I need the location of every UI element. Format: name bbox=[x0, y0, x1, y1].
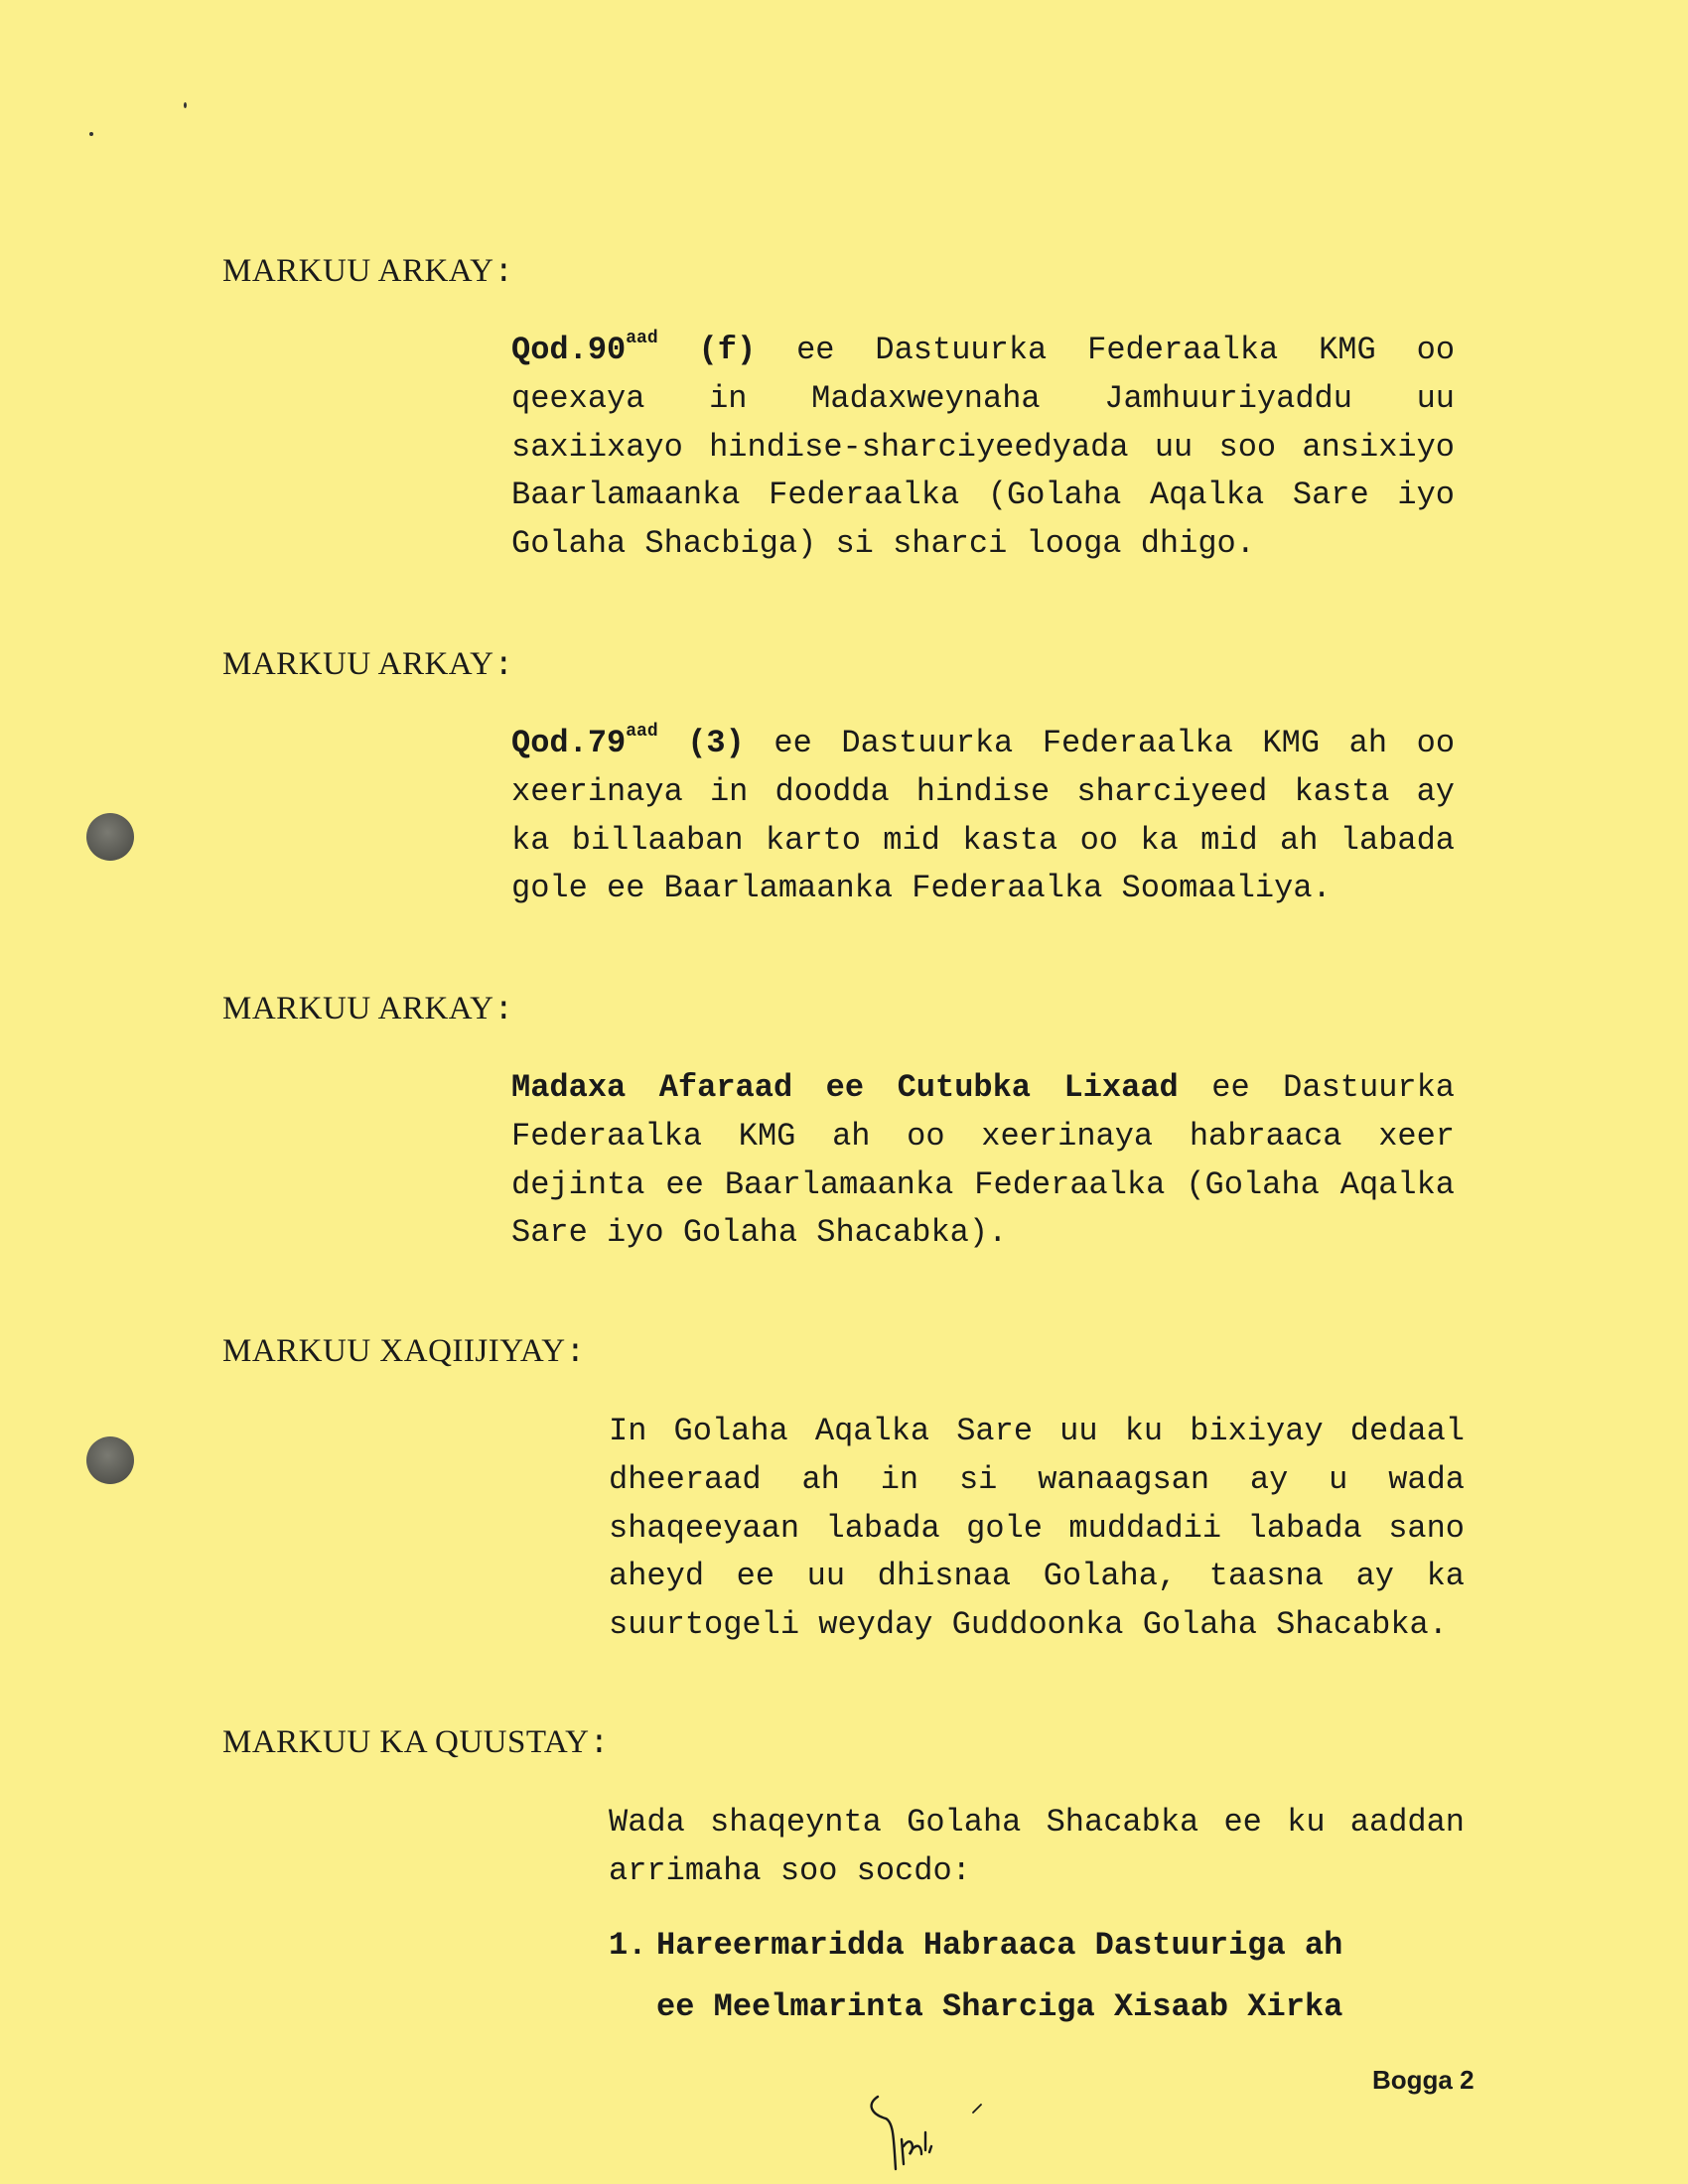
list-item: 1. Hareermaridda Habraaca Dastuuriga ah ee Meelmarinta Sharciga Xisaab Xirka bbox=[609, 1927, 1343, 2025]
scan-speck bbox=[184, 102, 187, 108]
punch-hole bbox=[86, 1436, 134, 1484]
signature bbox=[864, 2085, 993, 2184]
section-heading: MARKUU XAQIIJIYAY: bbox=[222, 1333, 586, 1371]
section-paragraph: Madaxa Afaraad ee Cutubka Lixaad ee Dastuurka Federaalka KMG ah oo xeerinaya habraaca xeer dejinta ee Baarlamaanka Federaalka (Golaha Aqalka Sare iyo Golaha Shacabka). bbox=[511, 1069, 1456, 1252]
article-reference: Qod.79$^{aad}$ (3) bbox=[511, 722, 745, 761]
page-number: Bogga 2 bbox=[1372, 2065, 1475, 2095]
scan-speck bbox=[89, 132, 93, 136]
section-heading: MARKUU ARKAY: bbox=[222, 646, 514, 684]
section-heading: MARKUU ARKAY: bbox=[222, 253, 514, 291]
punch-hole bbox=[86, 813, 134, 861]
section-heading: MARKUU KA QUUSTAY: bbox=[222, 1724, 610, 1762]
section-paragraph: Qod.79$^{aad}$ (3) ee Dastuurka Federaalka KMG ah oo xeerinaya in doodda hindise sharciyeed kasta ay ka billaaban karto mid kasta oo ka mid ah labada gole ee Baarlamaanka Federaalka Soomaaliya. bbox=[511, 722, 1456, 907]
chapter-reference: Madaxa Afaraad ee Cutubka Lixaad bbox=[511, 1069, 1179, 1106]
section-paragraph: In Golaha Aqalka Sare uu ku bixiyay dedaal dheeraad ah in si wanaagsan ay u wada shaqeeyaan labada gole muddadii labada sano aheyd ee uu dhisnaa Golaha, taasna ay ka suurtogeli weyday Guddoonka Golaha Shacabka. bbox=[609, 1413, 1465, 1644]
section-paragraph: Wada shaqeynta Golaha Shacabka ee ku aaddan arrimaha soo socdo: bbox=[609, 1804, 1465, 1889]
article-reference: Qod.90$^{aad}$ (f) bbox=[511, 329, 757, 368]
section-heading: MARKUU ARKAY: bbox=[222, 991, 514, 1028]
section-paragraph: Qod.90$^{aad}$ (f) ee Dastuurka Federaalka KMG oo qeexaya in Madaxweynaha Jamhuuriyaddu uu saxiixayo hindise-sharciyeedyada uu soo ansixiyo Baarlamaanka Federaalka (Golaha Aqalka Sare iyo Golaha Shacbiga) si sharci looga dhigo. bbox=[511, 329, 1456, 563]
